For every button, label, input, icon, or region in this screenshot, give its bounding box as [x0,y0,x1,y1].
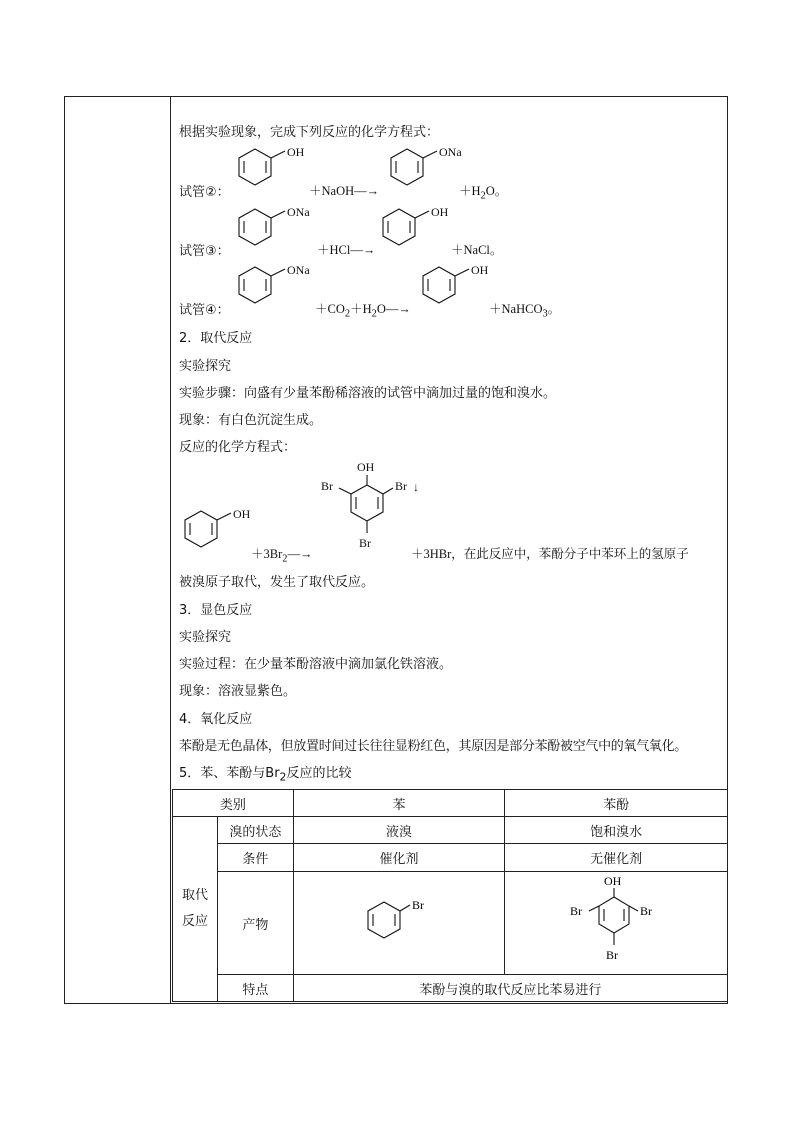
header-category: 类别 [173,790,294,817]
table-row [173,975,728,1002]
table-row [173,817,728,844]
group-label: OH [471,263,489,277]
cell-phenol: 饱和溴水 [505,817,728,844]
br-label: Br [570,904,583,918]
section2-explore: 实验探究 [179,359,232,374]
comparison-table [172,789,728,1002]
byproduct-end: 。 [547,302,561,316]
bromine-reagent [251,544,312,565]
cell-phenol-product [505,872,728,975]
tube3-label: 试管③： [179,244,230,259]
byproduct-text: ＋H [459,184,481,198]
intro-text: 根据实验现象，完成下列反应的化学方程式： [179,125,440,140]
worksheet-frame [64,96,728,1004]
reagent-text: ＋3Br [251,547,283,561]
reagent-mid: ＋H [350,302,372,316]
header-phenol: 苯酚 [505,790,728,817]
br-label: Br [359,536,371,550]
row-label: 条件 [217,844,293,872]
sodium-phenoxide-structure [235,207,325,257]
br-label: Br [606,948,619,962]
table-row [173,872,728,975]
precipitate-arrow: ↓ [413,480,419,494]
arrow: ―→ [385,302,411,316]
group-label: OH [233,507,251,521]
sodium-phenoxide-structure [235,265,325,315]
explanation-text: ，在此反应中，苯酚分子中苯环上的氢原子 [451,546,689,561]
left-column [65,97,171,1003]
tube2-reagent [309,181,379,199]
row-label: 产物 [217,872,293,975]
group-text: 取代反应 [181,888,208,929]
phenol-structure [379,207,459,257]
row-label: 溴的状态 [217,817,293,844]
group-label: ONa [287,263,310,277]
reagent-text: ＋CO [315,302,345,316]
oh-label: OH [604,874,622,888]
section4-title: 4．氧化反应 [179,712,253,727]
subscript: 2 [344,308,351,320]
cell-phenol: 无催化剂 [505,844,728,872]
phenol-structure [181,509,261,559]
title-text: 5．苯、苯酚与Br [179,766,280,781]
reagent-end: O [376,302,386,316]
group-label: ONa [287,205,310,219]
subscript: 2 [279,770,287,784]
feature-text: 苯酚与溴的取代反应比苯易进行 [293,975,727,1002]
title-end: 反应的比较 [286,766,352,781]
section3-phenomenon: 现象：溶液显紫色。 [179,684,297,699]
byproduct-text: ＋3HBr [411,547,452,561]
tube2-byproduct [459,181,507,202]
byproduct-end: O。 [485,184,508,198]
section4-text: 苯酚是无色晶体，但放置时间过长往往显粉红色，其原因是部分苯酚被空气中的氧气氧化。 [179,739,688,754]
row-label: 特点 [217,975,293,1002]
tube4-reagent [315,299,411,320]
tube2-label: 试管②： [179,185,230,200]
group-label: ONa [439,145,462,159]
arrow: ―→ [287,547,313,561]
subscript: 2 [282,553,288,565]
hbr-byproduct [411,544,689,562]
cell-benzene: 催化剂 [293,844,505,872]
cell-benzene: 液溴 [293,817,505,844]
br-label: Br [395,479,407,493]
byproduct-text: ＋NaHCO [489,302,543,316]
tube4-label: 试管④： [179,303,230,318]
group-label: OH [431,205,449,219]
tribromophenol-structure [315,459,425,559]
tube4-byproduct [489,299,560,320]
section3-explore: 实验探究 [179,630,232,645]
phenol-structure [419,265,499,315]
group-label: OH [287,145,305,159]
phenol-structure [235,147,315,197]
oh-label: OH [357,460,375,474]
subscript: 3 [542,308,548,320]
bromobenzene-structure [364,896,434,946]
arrow: ―→ [350,243,376,257]
header-benzene: 苯 [293,790,505,817]
tube3-reagent [317,240,375,258]
br-label: Br [412,898,425,912]
section2-phenomenon: 现象：有白色沉淀生成。 [179,413,323,428]
tube3-byproduct: ＋NaCl。 [451,243,503,257]
reagent-text: ＋NaOH [309,184,355,198]
table-row [173,844,728,872]
reagent-text: ＋HCl [317,243,351,257]
cell-benzene-product [293,872,505,975]
tribromophenol-structure [566,873,666,969]
table-header-row [173,790,728,817]
section2-title: 2．取代反应 [179,331,253,346]
group-label [173,817,218,1002]
section3-process: 实验过程：在少量苯酚溶液中滴加氯化铁溶液。 [179,657,453,672]
arrow: ―→ [354,184,380,198]
section2-eq-title: 反应的化学方程式： [179,440,297,455]
section2-tail: 被溴原子取代，发生了取代反应。 [179,575,375,590]
br-label: Br [640,904,653,918]
section2-step: 实验步骤：向盛有少量苯酚稀溶液的试管中滴加过量的饱和溴水。 [179,386,557,401]
br-label: Br [321,479,333,493]
subscript: 2 [480,190,486,202]
section3-title: 3．显色反应 [179,603,253,618]
section5-title [179,762,351,784]
subscript: 2 [371,308,377,320]
